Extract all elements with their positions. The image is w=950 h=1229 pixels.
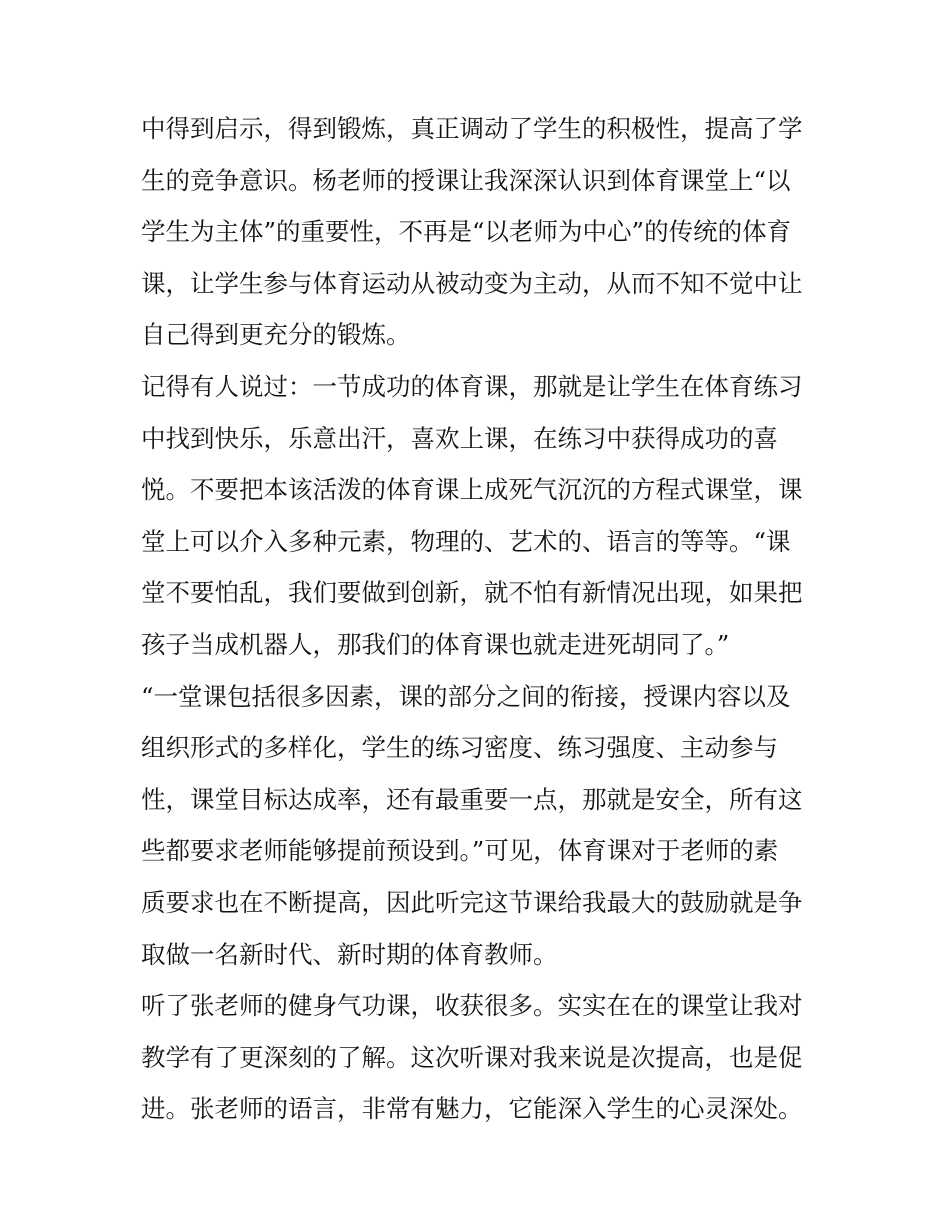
text-line: 听了张老师的健身气功课，收获很多。实实在在的课堂让我对 [141, 991, 803, 1021]
text-line: 孩子当成机器人，那我们的体育课也就走进死胡同了。” [141, 629, 730, 659]
text-line: 课，让学生参与体育运动从被动变为主动，从而不知不觉中让 [141, 268, 803, 298]
document-body [141, 103, 821, 1135]
text-line: 质要求也在不断提高，因此听完这节课给我最大的鼓励就是争 [141, 887, 803, 917]
text-line: 教学有了更深刻的了解。这次听课对我来说是次提高，也是促 [141, 1042, 803, 1072]
text-line: 堂不要怕乱，我们要做到创新，就不怕有新情况出现，如果把 [141, 578, 803, 608]
text-line: 学生为主体”的重要性，不再是“以老师为中心”的传统的体育 [141, 217, 792, 247]
text-line: 记得有人说过：一节成功的体育课，那就是让学生在体育练习 [141, 371, 803, 401]
text-line: 自己得到更充分的锻炼。 [141, 320, 411, 350]
text-line: 堂上可以介入多种元素，物理的、艺术的、语言的等等。“课 [141, 526, 791, 556]
text-line: 性，课堂目标达成率，还有最重要一点，那就是安全，所有这 [141, 784, 803, 814]
text-line: 取做一名新时代、新时期的体育教师。 [141, 939, 558, 969]
text-line: 中找到快乐，乐意出汗，喜欢上课，在练习中获得成功的喜 [141, 423, 778, 453]
text-line: “一堂课包括很多因素，课的部分之间的衔接，授课内容以及 [141, 681, 791, 711]
text-line: 组织形式的多样化，学生的练习密度、练习强度、主动参与 [141, 733, 778, 763]
text-line: 些都要求老师能够提前预设到。”可见，体育课对于老师的素 [141, 836, 779, 866]
text-line: 生的竞争意识。杨老师的授课让我深深认识到体育课堂上“以 [141, 165, 791, 195]
text-line: 中得到启示，得到锻炼，真正调动了学生的积极性，提高了学 [141, 114, 803, 143]
text-line: 悦。不要把本该活泼的体育课上成死气沉沉的方程式课堂，课 [141, 475, 803, 505]
text-line: 进。张老师的语言，非常有魅力，它能深入学生的心灵深处。 [141, 1094, 803, 1124]
